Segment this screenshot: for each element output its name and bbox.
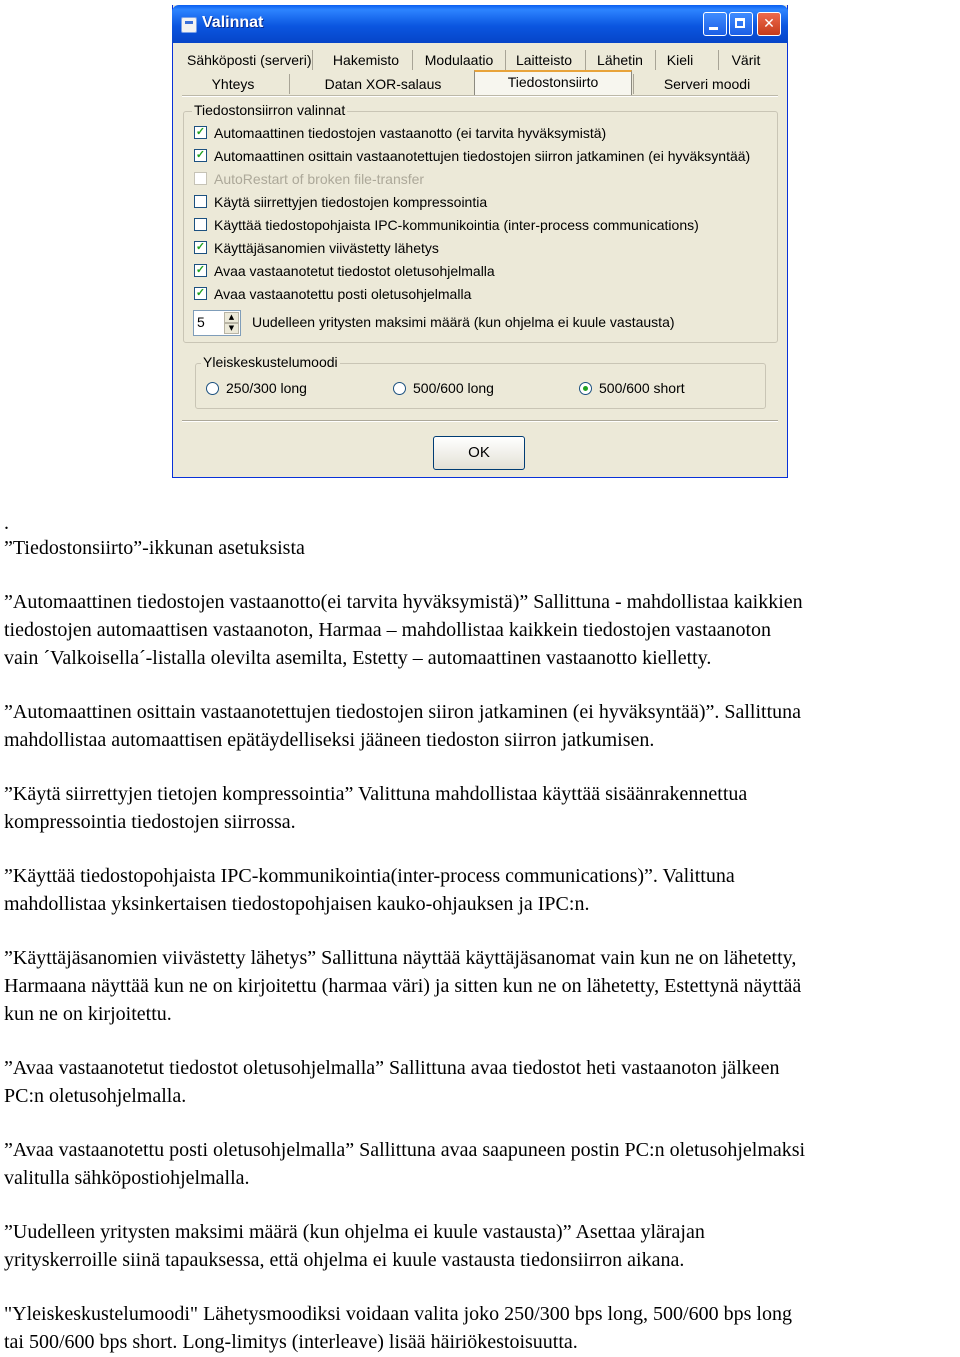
footer-separator — [182, 420, 778, 422]
checkbox-label: Käyttää tiedostopohjaista IPC-kommunikointia (inter-process communications) — [214, 217, 699, 233]
doc-line: ”Käyttää tiedostopohjaista IPC-kommunikointia(inter-process communications)”. Valittuna — [4, 865, 735, 887]
checkbox-label: Automaattinen osittain vastaanotettujen tiedostojen siirron jatkaminen (ei hyväksyntää) — [214, 148, 751, 164]
doc-line: mahdollistaa automaattisen epätäydelliseksi jääneen tiedoston siirron jatkumisen. — [4, 729, 655, 751]
stepper-down-icon[interactable]: ▼ — [224, 323, 239, 334]
doc-line: ”Käytä siirrettyjen tietojen kompressointia” Valittuna mahdollistaa käyttää sisäänrakennettua — [4, 783, 748, 805]
doc-line: PC:n oletusohjelmalla. — [4, 1085, 187, 1107]
tab-datan-xor-salaus[interactable]: Datan XOR-salaus — [324, 76, 442, 92]
tab-varit[interactable]: Värit — [731, 52, 761, 68]
window-title: Valinnat — [202, 14, 264, 31]
checkbox-icon[interactable] — [194, 195, 207, 208]
tab-separator — [585, 50, 586, 70]
doc-line: ”Automaattinen tiedostojen vastaanotto(ei tarvita hyväksymistä)” Sallittuna - mahdollistaa kaikkien — [4, 591, 803, 613]
radio-label: 250/300 long — [226, 380, 307, 396]
checkbox-label: Avaa vastaanotetut tiedostot oletusohjelmalla — [214, 263, 495, 279]
minimize-icon — [709, 27, 718, 30]
tab-sahkoposti[interactable]: Sähköposti (serveri) — [187, 52, 312, 68]
doc-line: mahdollistaa yksinkertaisen tiedostopohjaisen kauko-ohjauksen ja IPC:n. — [4, 893, 590, 915]
tab-separator — [718, 50, 719, 70]
doc-line: ”Automaattinen osittain vastaanotettujen tiedostojen siiron jatkaminen (ei hyväksyntää)”. Sallittuna — [4, 701, 802, 723]
maximize-icon — [735, 18, 745, 28]
doc-line: valitulla sähköpostiohjelmalla. — [4, 1167, 250, 1189]
doc-line: kun ne on kirjoitettu. — [4, 1003, 172, 1025]
checkbox-label: AutoRestart of broken file-transfer — [214, 171, 425, 187]
tab-modulaatio[interactable]: Modulaatio — [424, 52, 494, 68]
checkbox-label: Käyttäjäsanomien viivästetty lähetys — [214, 240, 439, 256]
stepper-buttons — [224, 312, 239, 334]
doc-line: ”Avaa vastaanotettu posti oletusohjelmalla” Sallittuna avaa saapuneen postin PC:n oletusohjelmaksi — [4, 1139, 806, 1161]
radio-icon[interactable] — [393, 382, 406, 395]
checkbox-icon — [194, 172, 207, 185]
checkbox-icon[interactable]: ✓ — [195, 126, 206, 138]
tab-serveri-moodi[interactable]: Serveri moodi — [663, 76, 751, 92]
doc-line: "Yleiskeskustelumoodi" Lähetysmoodiksi voidaan valita joko 250/300 bps long, 500/600 bps long — [4, 1303, 792, 1325]
tab-separator — [655, 50, 656, 70]
close-icon: ✕ — [763, 16, 775, 32]
doc-line: ”Käyttäjäsanomien viivästetty lähetys” Sallittuna näyttää käyttäjäsanomat vain kun ne on lähetetty, — [4, 947, 797, 969]
doc-line: ”Avaa vastaanotetut tiedostot oletusohjelmalla” Sallittuna avaa tiedostot heti vastaanoton jälkeen — [4, 1057, 780, 1079]
doc-heading: ”Tiedostonsiirto”-ikkunan asetuksista — [4, 537, 305, 559]
tab-separator — [505, 50, 506, 70]
doc-line: ”Uudelleen yritysten maksimi määrä (kun ohjelma ei kuule vastausta)” Asettaa ylärajan — [4, 1221, 705, 1243]
stepper-up-icon[interactable]: ▲ — [224, 312, 239, 323]
maximize-button[interactable] — [729, 12, 753, 36]
retry-count-label: Uudelleen yritysten maksimi määrä (kun ohjelma ei kuule vastausta) — [252, 314, 675, 330]
tab-laitteisto[interactable]: Laitteisto — [515, 52, 573, 68]
tab-lahetin[interactable]: Lähetin — [597, 52, 643, 68]
radio-icon[interactable] — [579, 382, 592, 395]
radio-label: 500/600 long — [413, 380, 494, 396]
chat-mode-title: Yleiskeskustelumoodi — [203, 354, 338, 370]
doc-line: kompressointia tiedostojen siirrossa. — [4, 811, 296, 833]
title-bar[interactable] — [172, 5, 788, 43]
retry-count-value[interactable]: 5 — [197, 314, 205, 330]
ok-button[interactable]: OK — [433, 436, 525, 470]
doc-line: Harmaana näyttää kun ne on kirjoitettu (harmaa väri) ja sitten kun ne on lähetetty, Estettynä näyttää — [4, 975, 802, 997]
radio-icon[interactable] — [206, 382, 219, 395]
doc-line: vain ´Valkoisella´-listalla olevilta asemilta, Estetty – automaattinen vastaanotto kielletty. — [4, 647, 712, 669]
tab-kieli[interactable]: Kieli — [666, 52, 694, 68]
tab-separator — [633, 74, 634, 94]
checkbox-label: Automaattinen tiedostojen vastaanotto (ei tarvita hyväksymistä) — [214, 125, 607, 141]
retry-count-stepper[interactable] — [193, 310, 241, 336]
tab-separator — [312, 50, 313, 70]
app-icon — [181, 17, 197, 33]
checkbox-label: Avaa vastaanotettu posti oletusohjelmalla — [214, 286, 472, 302]
tab-separator — [412, 50, 413, 70]
doc-line: tiedostojen automaattisen vastaanoton, Harmaa – mahdollistaa kaikkein tiedostojen vastaanoton — [4, 619, 772, 641]
file-transfer-options-title: Tiedostonsiirron valinnat — [194, 102, 346, 118]
doc-line: tai 500/600 bps short. Long-limitys (interleave) lisää häiriökestoisuutta. — [4, 1331, 578, 1353]
minimize-button[interactable] — [703, 12, 727, 36]
doc-line: . — [4, 512, 9, 534]
checkbox-icon[interactable] — [194, 218, 207, 231]
tab-separator — [289, 74, 290, 94]
tab-yhteys[interactable]: Yhteys — [211, 76, 255, 92]
tab-tiedostonsiirto[interactable]: Tiedostonsiirto — [474, 70, 632, 96]
close-button[interactable] — [757, 12, 781, 36]
radio-label: 500/600 short — [599, 380, 685, 396]
checkbox-icon[interactable]: ✓ — [195, 264, 206, 276]
checkbox-icon[interactable]: ✓ — [195, 149, 206, 161]
tab-hakemisto[interactable]: Hakemisto — [332, 52, 400, 68]
checkbox-icon[interactable]: ✓ — [195, 241, 206, 253]
checkbox-label: Käytä siirrettyjen tiedostojen kompressointia — [214, 194, 488, 210]
checkbox-icon[interactable]: ✓ — [195, 287, 206, 299]
tab-panel-border — [182, 95, 778, 97]
doc-line: yrityskerroille siinä tapauksessa, että ohjelma ei kuule vastausta tiedonsiirron aikana. — [4, 1249, 685, 1271]
